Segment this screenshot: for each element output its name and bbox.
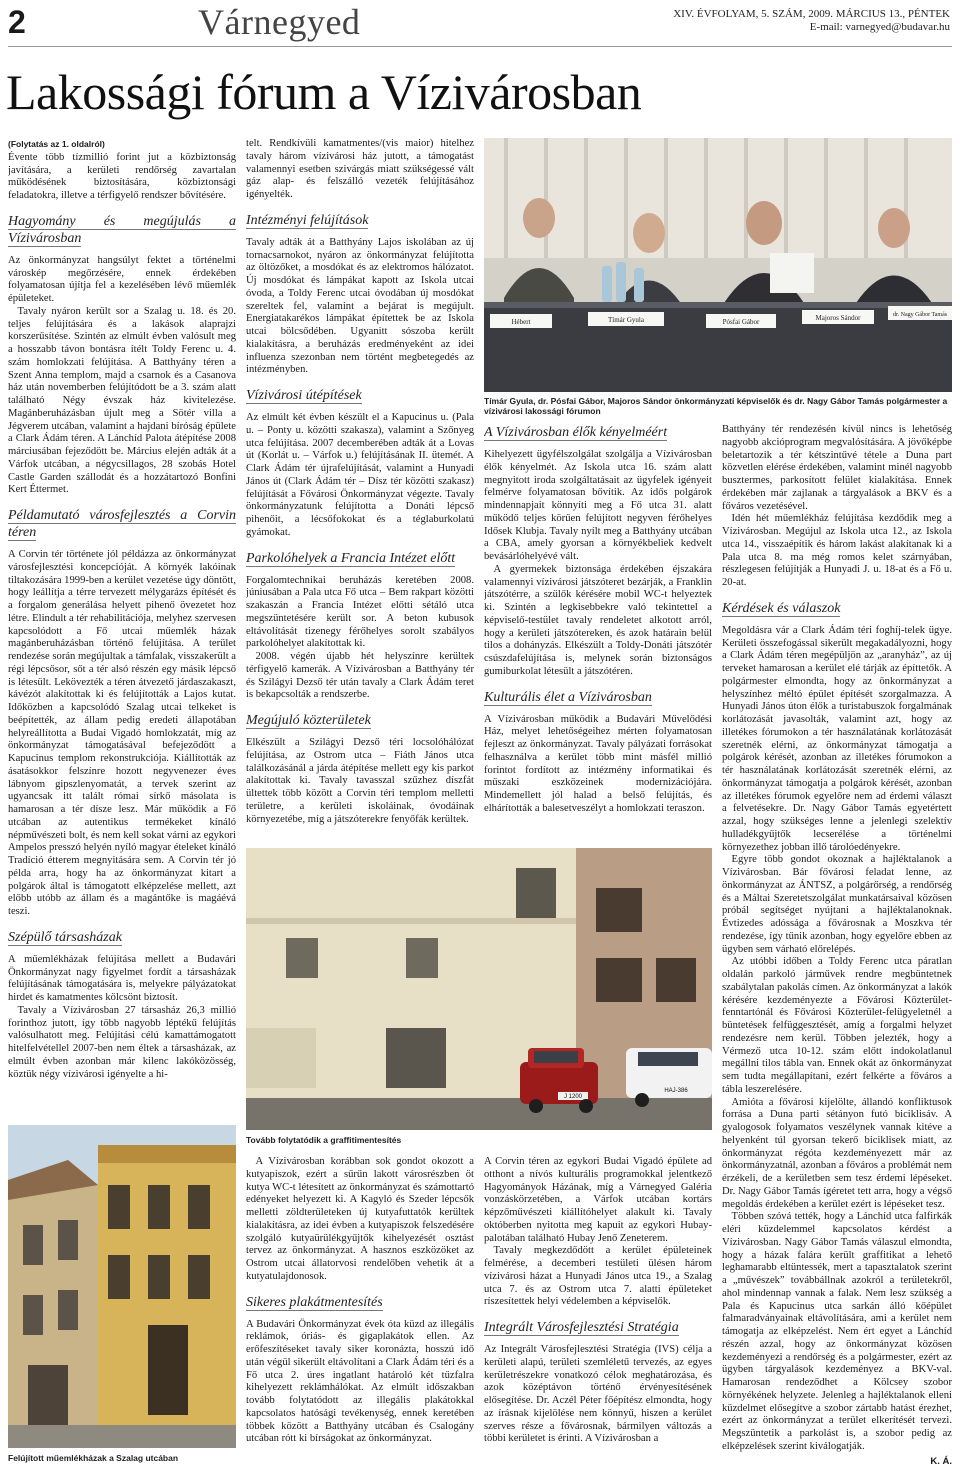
street-illustration xyxy=(246,848,712,1130)
column-3b xyxy=(484,1156,712,1468)
paragraph: Az utóbbi időben a Toldy Ferenc utca páratlan oldalán parkoló járművek rendre megbüntetnek szabálytalan pakolás címen. Az önkormányzat a lakók kérésére kezdeményezte a Fővárosi Közterület-fenntartónál és Fővárosi Közterület-felügyeletnél a büntetések felfüggesztését, amíg a forgalmi helyzet rendezésre nem kerül. Többen jelezték, hogy a Vérmező utca 10-12. szám előtt indokolatlanul megállni tilos tábla van. Ennek okát az önkormányzat sem tudta megállapítani, ezért felkérte a főváros a tábla leszerelésére. xyxy=(722,956,952,1095)
paragraph: A Vízivárosban korábban sok gondot okozott a kutyapiszok, ezért a sűrűn lakott városrészben öt kutya WC-t létesített az önkormányzat és számottartó edényeket helyezett ki. A Kagyló és Szeder lépcsők melletti zöldterületeken új kutyafuttatók kerültek kialakításra, az idei évben a kutyapiszok felszedésére szolgáló kutyaürülékgyűjtők kihelyezését osztást tervez az önkormányzat. A hasznos eszközöket az Ostrom utcai állatorvosi rendelőben vehetik át a kutyatulajdonosok. xyxy=(246,1156,474,1282)
masthead: Várnegyed xyxy=(198,2,361,42)
issue-info xyxy=(673,8,950,34)
nameplate: Tímár Gyula xyxy=(608,316,644,324)
paragraph: Az Integrált Városfejlesztési Stratégia (IVS) célja a kerületi alapú, területi szemléletű tervezés, az egyes kerületrészekre vonatkozó célok meghatározása, és azok középtávon történő érvényesítésének elősegítése. Dr. Aczél Péter főépítész elmondta, hogy az írásnak kijelölése nem könnyű, hiszen a kerület szerves része a fővárosnak, bármilyen változás a többi kerületet is érinti. A Vízivárosban a xyxy=(484,1344,712,1445)
paragraph: Az elmúlt két évben készült el a Kapucinus u. (Pala u. – Ponty u. közötti szakasza), valamint a Szőnyeg utca felújítása. 2007 decemberében adták át a Lovas út (Korlát u. – Várfok u.) felújításának II. ütemét. A Clark Ádám tér újrafelújítását, valamint a Hunyadi János út (Clark Ádám tér – Dísz tér közötti szakasz) felújítását a Fővárosi Önkormányzat végezte. Tavaly önkormányzatunk felújította a Donáti lépcső pihenőit, a lécsőfokokat és a téglaburkolatú gyámokat. xyxy=(246,412,474,538)
paragraph: A Corvin tér története jól példázza az önkormányzat városfejlesztési koncepcióját. A környék lakóinak tiltakozására 1999-ben a kerület vezetése úgy döntött, hogy leállítja a térre tervezett mélygarázs építését és a forgalom generálása helyett pihenő övezetet hoz létre. Elindult a tér rehabilitációja, melyhez szervesen kapcsolódott a Fő utcai műemlék házak magánberuházásban történő felújítása. A terület rendezése során megújultak a támfalak, visszakerült a régi lépcsősor, sőt a tér alsó részén egy másik lépcső is létesült. Lekövezték a téren átvezető járdaszakaszt, kávézót alakítottak ki és felújították a Lajos kutat. Időközben a kapcsolódó Szalag utcai telkeket is beépítették, az állam pedig eredeti állapotában helyreállította a Budai Vigadó homlokzatát, míg az önkormányzat támogatásával befejeződött a Kapucinus templom rekonstrukciója. Kiállították az ásatásokkor felszínre hozott negyvenezer éves lábnyom gipszlenyomatát, a tervek szerint az ugyancsak itt talált római sírkő másolata is hamarosan a tér dísze lesz. Már működik a Fő utcában az autentikus termékeket kínáló népművészeti bolt, és nem kell sokat várni az egykori Ampelos presszó helyén nyíló magyar ételeket kínáló Tradíció étterem megnyitására sem. A Corvin tér jó példa arra, hogy ha az önkormányzat kitart a polgárok által is támogatott elképzelése mellett, azt előbb utóbb az állam és a magántőke is magáévá teszi. xyxy=(8,549,236,917)
column-2 xyxy=(246,138,474,838)
continued-note: (Folytatás az 1. oldalról) xyxy=(8,139,105,149)
buildings-caption: Felújított műemlékházak a Szalag utcában xyxy=(8,1453,179,1463)
nameplate: Hébert xyxy=(511,318,531,326)
subheading: A Vízivárosban élők kényelméért xyxy=(484,425,668,440)
subheading: Integrált Városfejlesztési Stratégia xyxy=(484,1320,679,1335)
paragraph: 2008. végén újabb hét helyszínre kerültek térfigyelő kamerák. A Vízivárosban a Batthyány tér és Szilágyi Dezső tér után tavaly a Clark Ádám teret is bekapcsolták a rendszerbe. xyxy=(246,651,474,701)
paragraph: Megoldásra vár a Clark Ádám téri foghíj-telek ügye. Kerületi összefogással sikerült megakadályozni, hogy a Clark Ádám téren megépüljön az „aranyház”, az új terveket hamarosan a kerület elé tárják az építtetők. A polgármester elmondta, hogy az önkormányzat a helyszínhez méltó épület építését szorgalmazza. A Hunyadi János úton élők a turistabuszok forgalmának korlátozását javasolták, valamint azt, hogy az illetékes fórumokon a tér használatának korlátozását szeretnék elérni, az önkormányzat támogatja a polgárok kérését, azonban az illetékes fórumokon a tér használatának korlátozását szeretnék elérni, az önkormányzat támogatja a polgárok kérését, azonban az illetékes fórumok egyelőre nem ad érdemi választ a felvetésekre. Dr. Nagy Gábor Tamás egyetértett azzal, hogy szükséges lenne a jelenlegi szelektív hulladékgyűjtők lecserélése a történelmi környezethez jobban illő tárolóedényekre. xyxy=(722,624,952,853)
column-2b xyxy=(246,1156,474,1468)
nameplate: Pósfai Gábor xyxy=(722,318,760,326)
paragraph: A Vízivárosban működik a Budavári Művelődési Ház, melyet lehetőségeihez mérten folyamatosan fejleszt az önkormányzat. Tavaly pályázati forrásokat felhasználva a kerület több mint másfél millió forintot fordított az intézmény informatikai és műszaki eszközeinek modernizációjára. Mindemellett jól halad a belső felújítás, és elhárították a balesetveszélyt a homlokzati teraszon. xyxy=(484,713,712,814)
column-1 xyxy=(8,138,236,1118)
forum-photo xyxy=(484,138,952,392)
subheading: Kulturális élet a Vízivárosban xyxy=(484,689,652,705)
subheading: Vízivárosi útépítések xyxy=(246,388,362,403)
subheading: Intézményi felújítások xyxy=(246,212,369,228)
paragraph: Tavaly nyáron került sor a Szalag u. 18. és 20. teljes felújítására és a lakások alaprajzi korszerűsítése. Szintén az elmúlt évben valósult meg a hosszabb távon bontásra ítélt Toldy Ferenc u. 4. szám homlokzati felújítása. A Batthyány téren a Szent Anna templom, majd a csarnok és a Casanova ház után novemberben felújítódott be a 3. szám alatt található Négy évszak ház kivitelezése. Magánberuházásban újult meg a Sötér villa a Jégverem utcában, valamint a hajdani bíróság épülete a Clark Ádám téren. A Lánchíd Palota átépítése 2008 márciusában fejeződött be. Március elején adták át a Várfok utcában, a négycsillagos, 28 szobás Hotel Castle Garden szállodát és a hozzátartozó Bonfini Kert Éttermet. xyxy=(8,305,236,496)
paragraph: A műemlékházak felújítása mellett a Budavári Önkormányzat nagy figyelmet fordít a társasházak felújításának támogatására is, melyekre pályázatokat hirdet és kamatmentes kölcsönt biztosít. xyxy=(8,953,236,1003)
paragraph: Kihelyezett ügyfélszolgálat szolgálja a Vízivárosban élők kényelmét. Az Iskola utca 16. szám alatt megnyitott iroda szolgáltatásait az ügyfelek igényeit felmérve folyamatosan bővítik. Az idős polgárok mindennapjait könnyíti meg a Fő utca 31. alatt működő teljes körűen felújított negyven férőhelyes Idősek Klubja. Tavaly nyílt meg a Batthyány utcában a CBA, amely gyorsan a környékbeliek kedvelt bevásárlóhelyévé vált. xyxy=(484,449,712,562)
paragraph: Elkészült a Szilágyi Dezső téri locsolóhálózat felújítása, az Ostrom utca – Fiáth János utca találkozásánál a járda átépítése mellett egy kis parkot alakítottak ki. Tavaly tavasszal szűzhez díszfát ültettek több között a Corvin téri templom melletti területre, a kerületi iskoláinak, óvodáinak környezetébe, míg a játszóterekre fenyőfák kerültek. xyxy=(246,737,474,825)
column-4 xyxy=(722,424,952,1468)
paragraph: (Folytatás az 1. oldalról) Évente több tízmillió forint jut a közbiztonság javítására, a kerületi rendőrség zavartalan működésének biztosítására, közbiztonsági feladatokra, illetve a térfigyelő rendszer bővítésére. xyxy=(8,139,236,201)
issue-line: XIV. ÉVFOLYAM, 5. SZÁM, 2009. MÁRCIUS 13., PÉNTEK xyxy=(673,8,950,20)
column-3 xyxy=(484,424,712,834)
paragraph: Egyre több gondot okoznak a hajléktalanok a Vízivárosban. Bár fővárosi feladat lenne, az önkormányzat az ÁNTSZ, a polgárőrség, a rendőrség és a Máltai Szeretetszolgálat munkatársaival közösen próbál segítséget nyújtani a hajléktalanoknak. Évtizedes adóssága a fővárosnak a Moszkva tér rendezése, így tűnik azonban, hogy egyelőre ebben az ügyben sem várható előrelépés. xyxy=(722,854,952,955)
paragraph: A Corvin téren az egykori Budai Vigadó épülete ad otthont a nívós kulturális programokkal jelentkező Hagyományok Házának, míg a Várnegyed Galéria vonzáskörzetében, a Várfok utcában kortárs képzőművészeti kiállítóhelyet alakult ki. Tavaly októberben nyitotta meg kapuit az egykori Hubay-palotában található Hubay Jenő Zeneterem. xyxy=(484,1156,712,1244)
author-signature: K. Á. xyxy=(930,1455,952,1467)
page-number: 2 xyxy=(8,4,26,40)
buildings-illustration xyxy=(8,1125,236,1448)
paragraph: Amióta a fővárosi kijelölte, állandó konfliktusok forrása a Duna parti sétányon futó biciklisáv. A gyalogosok folyamatos veszélynek vannak kitéve a helyenként túl gyorsan tekerő biciklisek miatt, az önkormányzat régóta kezdeményezett már az önkormányzatnál, azonban a főváros a problémát nem érzékeli, de a kerületben sem tesz érdemi lépéseket. Dr. Nagy Gábor Tamás ígéretet tett arra, hogy a végső megoldás érdekében a kerület ezért is lépéseket tesz. xyxy=(722,1096,952,1210)
subheading: Parkolóhelyek a Francia Intézet előtt xyxy=(246,550,456,566)
paragraph: Forgalomtechnikai beruházás keretében 2008. júniusában a Pala utca Fő utca – Bem rakpart közötti szakaszán a Francia Intézet előtti sétáló utca megszüntetésére került sor. A beton kubusok eltávolítását tizenegy férőhelyes sorolt szabályos parkolóhelyet alakítottak ki. xyxy=(246,574,474,650)
nameplate: Majoros Sándor xyxy=(815,314,861,322)
paragraph: Tavaly adták át a Batthyány Lajos iskolában az új tornacsarnokot, nyáron az önkormányzat felújította az öltözőket, a mosdókat és az elektromos hálózatot. Új mosdókat és lámpákat kapott az Iskola utcai óvoda, a Toldy Ferenc utcai óvodában új mosdókat szereltek fel, valamint a bejárat is megújult. Energiatakarékos lámpákat építettek be az Iskola utcai bölcsődében. Ugyanitt sószoba került kialakításra, a beruházás eredményeként az idei influenza szezonban nem történt megbetegedés az intézményben. xyxy=(246,236,474,376)
paragraph: Tavaly a Vízivárosban 27 társasház 26,3 millió forinthoz jutott, így több nagyobb léptékű felújítás valósulhatott meg. Felújítási célú kamattámogatott hitelfelvétellel 2007-ben nem éltek a társasházak, az elmúlt évben azonban már kilenc lakóközösség, köztük négy vízivárosi igényelte a hi- xyxy=(8,1004,236,1080)
forum-illustration xyxy=(484,138,952,392)
paragraph: Az önkormányzat hangsúlyt fektet a történelmi városkép megőrzésére, ennek érdekében folyamatosan újítja fel a kezelésében lévő műemlék épületeket. xyxy=(8,254,236,304)
paragraph: A Budavári Önkormányzat évek óta küzd az illegális reklámok, óriás- és gigaplakátok ellen. Az erőfeszítéseket tavaly siker koronázta, hosszú idő után végül sikerült eltávolítani a Clark Ádám téri és a Fő utca 2. úres ingatlant határoló két tűzfalra kihelyezett reklámhálókat. Az elmúlt időszakban tovább folytatódott az illegális plakátokkal kapcsolatos hatósági tevékenység, ennek keretében többek között a Batthyány utcában és Csalogány utcában rótt ki bírságokat az önkormányzat. xyxy=(246,1318,474,1445)
subheading: Kérdések és válaszok xyxy=(722,600,841,616)
subheading: Megújuló közterületek xyxy=(246,713,371,728)
street-photo xyxy=(246,848,712,1130)
paragraph: Batthyány tér rendezésén kívül nincs is lehetőség nagyobb akcióprogram megvalósítására. A jövőképbe beletartozik a tér kétszintűvé tétele a Duna part közvetlen elérése érdekében, valamint minél nagyobb busztermes, parkosított felület kialakítása. Ennek érdekében már zajlanak a tárgyalások a BKV és a főváros vezetésével. xyxy=(722,424,952,512)
paragraph: A gyermekek biztonsága érdekében éjszakára valamennyi vízivárosi játszóteret bezárják, a Franklin játszótérre, a szülők kérésére mobil WC-t helyeztek ki. Szintén a legkisebbekre való tekintettel a képviselő-testület tavaly rendeletet alkotott arról, hogy a kerületi játszótereken, és azok határain belül tilos a dohányzás. Elkészült a Toldy-Donáti játszótér csúszdafelújítása is, melynek során biztonságos gumiburkolat létesült a játszótéren. xyxy=(484,563,712,677)
header-rule xyxy=(8,46,952,47)
forum-caption: Tímár Gyula, dr. Pósfai Gábor, Majoros Sándor önkormányzati képviselők és dr. Nagy Gábor Tamás polgármester a vízivárosi lakossági fórumon xyxy=(484,396,948,416)
subheading: Szépülő társasházak xyxy=(8,929,122,945)
street-caption: Tovább folytatódik a graffitimentesítés xyxy=(246,1135,402,1145)
subheading: Sikeres plakátmentesítés xyxy=(246,1294,383,1310)
license-plate-right: HAJ-386 xyxy=(664,1088,688,1094)
subheading: Hagyomány és megújulás a Vízivárosban xyxy=(8,213,236,246)
article-headline: Lakossági fórum a Vízivárosban xyxy=(6,64,642,120)
buildings-photo xyxy=(8,1125,236,1448)
email-line: E-mail: varnegyed@budavar.hu xyxy=(809,21,950,33)
nameplate: dr. Nagy Gábor Tamás xyxy=(892,312,948,318)
paragraph: telt. Rendkívüli kamatmentes/(vis maior) hitelhez tavaly három vízivárosi ház jutott, a támogatást valamennyi esetben szivárgás miatt szükségessé vált gáz alap- és felszálló vezeték felújításához igényelték. xyxy=(246,138,474,200)
license-plate-left: J 1200 xyxy=(563,1094,583,1100)
paragraph: Tavaly megkezdődött a kerület épületeinek felmérése, a decemberi testületi ülésen három vízivárosi házat a Hunyadi János utca 19., a Szalag utca 7. és az Ostrom utca 7. alatti épületeket ríszesítettek helyi védelemben a képviselők. xyxy=(484,1245,712,1308)
subheading: Példamutató városfejlesztés a Corvin téren xyxy=(8,508,236,540)
paragraph: Idén hét műemlékház felújítása kezdődik meg a Vízivárosban. Megújul az Iskola utca 12., az Iskola utca 14., visszaépítik és három lakást alakítanak ki a Pala utca 8. ma még romos kelet szárnyában, részlegesen felújítják a Hunyadi J. u. 18-at és a Fő u. 20-at. xyxy=(722,513,952,588)
paragraph: Többen szóvá tették, hogy a Lánchíd utca falfirkák eléri küzdelemmel kapcsolatos kérdést a Vízivárosban. Nagy Gábor Tamás válaszul elmondta, hogy a házak falára került graffitikat a lehető leghamarabb eltüntessék, mert a tapasztalatok szerint a „művészek” továbbállnak azokról a területekről, ahol mindennap vannak a falak. Nem lesz szükség a Pala és Kapucinus utca sarkán álló kőépület falmaradványainak eltávolítására, ami a kerület nem támogatja az elképzelést. Nem ért egyet a Lánchíd részén azzal, hogy az önkormányzat közösen kezdeményezi a rendőrség és a polgármester, ezért az ügyben tárgyalások kezdeményez a BKV-val. Hamarosan rendeződhet a Kölcsey szobor környékének helyzete. Jelenleg a hajléktalanok elleni küzdelmet elősegítve a szobor zártabb hatást érezhet, ezért az önkormányzat a terület elkerítését tervezi. Megszüntetik a parkolást is, a szobor pedig az elképzelések szerint kiválogatják. xyxy=(722,1211,952,1452)
